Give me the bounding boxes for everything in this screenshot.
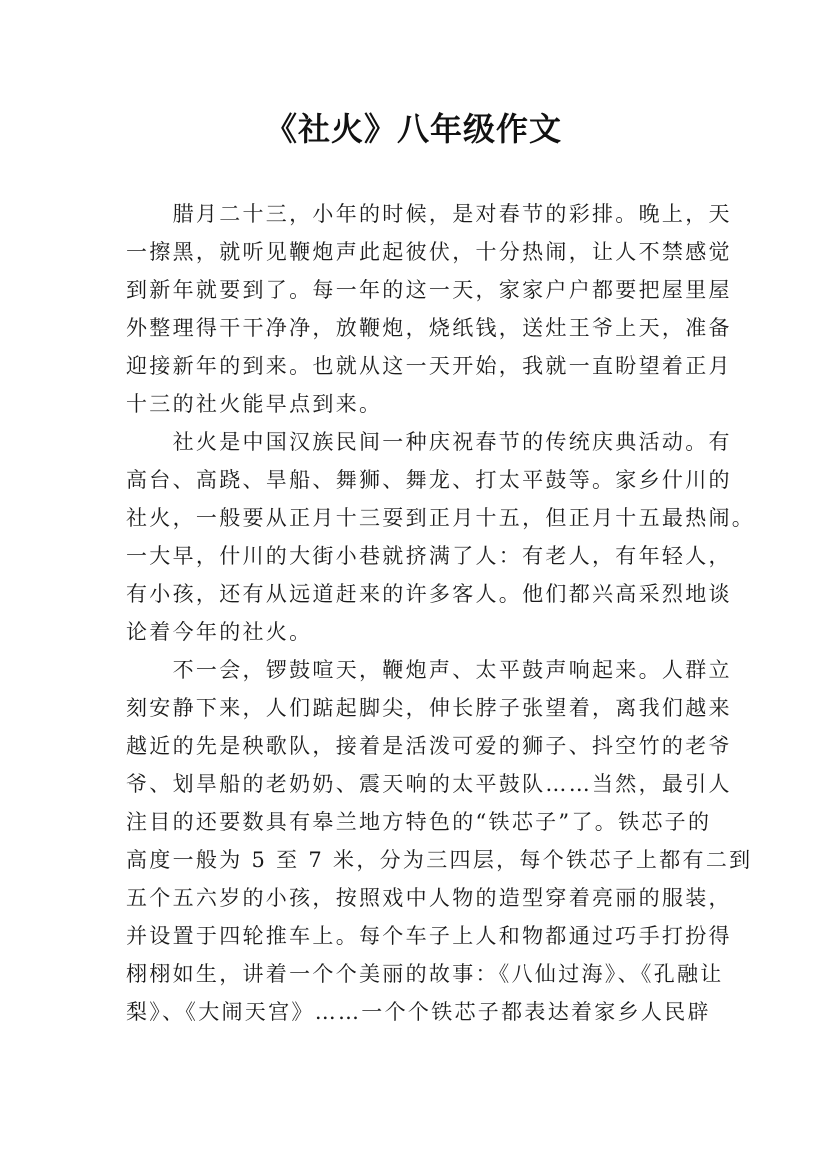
text-line: 高台、高跷、旱船、舞狮、舞龙、打太平鼓等。家乡什川的 <box>126 468 732 492</box>
text-line: 五个五六岁的小孩，按照戏中人物的造型穿着亮丽的服装， <box>126 886 732 910</box>
text-line: 栩栩如生，讲着一个个美丽的故事：《八仙过海》、《孔融让 <box>126 962 724 986</box>
text-line: 腊月二十三，小年的时候，是对春节的彩排。晚上，天 <box>126 202 732 226</box>
document-title: 《社火》八年级作文 <box>264 110 562 148</box>
text-line: 论着今年的社火。 <box>126 620 313 644</box>
text-line: 爷、划旱船的老奶奶、震天响的太平鼓队……当然，最引人 <box>126 772 732 796</box>
text-line: 越近的先是秧歌队，接着是活泼可爱的狮子、抖空竹的老爷 <box>126 734 732 758</box>
text-line: 一擦黑，就听见鞭炮声此起彼伏，十分热闹，让人不禁感觉 <box>126 240 732 264</box>
text-line: 高度一般为 5 至 7 米，分为三四层，每个铁芯子上都有二到 <box>126 848 753 872</box>
text-line: 迎接新年的到来。也就从这一天开始，我就一直盼望着正月 <box>126 354 732 378</box>
text-line: 不一会，锣鼓喧天，鞭炮声、太平鼓声响起来。人群立 <box>126 658 732 682</box>
text-line: 梨》、《大闹天宫》……一个个铁芯子都表达着家乡人民辟 <box>126 1000 711 1024</box>
text-line: 一大早，什川的大街小巷就挤满了人：有老人，有年轻人， <box>126 544 732 568</box>
text-line: 社火是中国汉族民间一种庆祝春节的传统庆典活动。有 <box>126 430 732 454</box>
text-line: 有小孩，还有从远道赶来的许多客人。他们都兴高采烈地谈 <box>126 582 732 606</box>
text-line: 到新年就要到了。每一年的这一天，家家户户都要把屋里屋 <box>126 278 732 302</box>
text-line: 外整理得干干净净，放鞭炮，烧纸钱，送灶王爷上天，准备 <box>126 316 732 340</box>
text-line: 十三的社火能早点到来。 <box>126 392 383 416</box>
text-line: 刻安静下来，人们踮起脚尖，伸长脖子张望着，离我们越来 <box>126 696 732 720</box>
text-line: 社火，一般要从正月十三耍到正月十五，但正月十五最热闹。 <box>126 506 756 530</box>
text-line: 并设置于四轮推车上。每个车子上人和物都通过巧手打扮得 <box>126 924 732 948</box>
text-line: 注目的还要数具有皋兰地方特色的“铁芯子”了。铁芯子的 <box>126 810 712 834</box>
